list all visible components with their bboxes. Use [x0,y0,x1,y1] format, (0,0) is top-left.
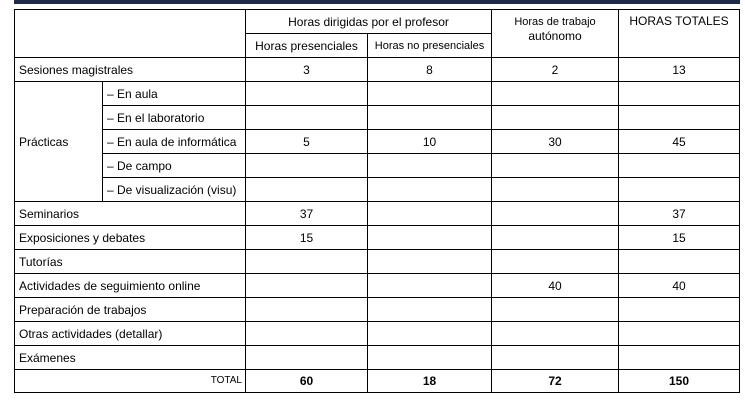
cell-total: 37 [619,202,740,226]
sub-label: – En aula [103,82,246,106]
sub-label: – De campo [103,154,246,178]
cell-presenciales [246,250,368,274]
cell-presenciales [246,178,368,202]
cell-autonomo [492,346,619,370]
cell-no-presenciales [368,82,492,106]
cell-presenciales: 15 [246,226,368,250]
row-label: Preparación de trabajos [15,298,246,322]
row-label: Otras actividades (detallar) [15,322,246,346]
cell-presenciales: 37 [246,202,368,226]
row-practicas-laboratorio [15,106,740,130]
row-exposiciones [15,226,740,250]
cell-no-presenciales [368,298,492,322]
cell-total [619,250,740,274]
cell-autonomo [492,154,619,178]
row-otras [15,322,740,346]
cell-no-presenciales [368,106,492,130]
cell-autonomo [492,82,619,106]
hours-table [14,9,740,393]
cell-presenciales: 5 [246,130,368,154]
cell-no-presenciales: 10 [368,130,492,154]
cell-presenciales [246,274,368,298]
header-totales: HORAS TOTALES [619,10,740,58]
row-label: Seminarios [15,202,246,226]
cell-presenciales: 3 [246,58,368,82]
row-examenes [15,346,740,370]
row-practicas-aula [15,82,740,106]
cell-presenciales [246,82,368,106]
cell-autonomo [492,298,619,322]
cell-total [619,82,740,106]
cell-no-presenciales [368,274,492,298]
sub-label: – En el laboratorio [103,106,246,130]
cell-total: 40 [619,274,740,298]
cell-autonomo [492,250,619,274]
cell-autonomo: 2 [492,58,619,82]
sub-label: – En aula de informática [103,130,246,154]
header-autonomo-line2: autónomo [528,29,582,43]
header-presenciales: Horas presenciales [246,34,368,58]
cell-no-presenciales [368,154,492,178]
total-autonomo: 72 [492,370,619,393]
cell-presenciales [246,298,368,322]
cell-presenciales [246,346,368,370]
header-autonomo [492,10,619,58]
cell-total [619,322,740,346]
total-label: TOTAL [15,370,246,393]
cell-total [619,154,740,178]
row-label: Actividades de seguimiento online [15,274,246,298]
row-total [15,370,740,393]
cell-total: 13 [619,58,740,82]
row-label-practicas: Prácticas [15,82,103,202]
header-autonomo-line1: Horas de trabajo [514,16,596,28]
cell-autonomo [492,226,619,250]
cell-total [619,298,740,322]
header-no-presenciales: Horas no presenciales [368,34,492,58]
header-corner [15,10,246,58]
cell-autonomo [492,202,619,226]
row-label: Exámenes [15,346,246,370]
total-total: 150 [619,370,740,393]
row-label: Sesiones magistrales [15,58,246,82]
cell-no-presenciales [368,322,492,346]
row-tutorias [15,250,740,274]
cell-autonomo [492,106,619,130]
row-label: Tutorías [15,250,246,274]
sub-label: – De visualización (visu) [103,178,246,202]
cell-autonomo: 30 [492,130,619,154]
cell-no-presenciales [368,250,492,274]
cell-total [619,106,740,130]
cell-no-presenciales: 8 [368,58,492,82]
cell-no-presenciales [368,226,492,250]
row-seguimiento [15,274,740,298]
cell-presenciales [246,106,368,130]
top-rule [14,0,740,4]
cell-autonomo: 40 [492,274,619,298]
cell-total: 45 [619,130,740,154]
header-group-dirigidas: Horas dirigidas por el profesor [246,10,492,34]
header-row-1 [15,10,740,34]
cell-total [619,346,740,370]
row-preparacion [15,298,740,322]
row-practicas-visu [15,178,740,202]
cell-autonomo [492,178,619,202]
row-label: Exposiciones y debates [15,226,246,250]
cell-no-presenciales [368,202,492,226]
total-presenciales: 60 [246,370,368,393]
cell-autonomo [492,322,619,346]
cell-presenciales [246,322,368,346]
cell-no-presenciales [368,178,492,202]
cell-presenciales [246,154,368,178]
cell-no-presenciales [368,346,492,370]
cell-total: 15 [619,226,740,250]
row-practicas-informatica [15,130,740,154]
row-sesiones [15,58,740,82]
row-practicas-campo [15,154,740,178]
cell-total [619,178,740,202]
total-no-presenciales: 18 [368,370,492,393]
row-seminarios [15,202,740,226]
